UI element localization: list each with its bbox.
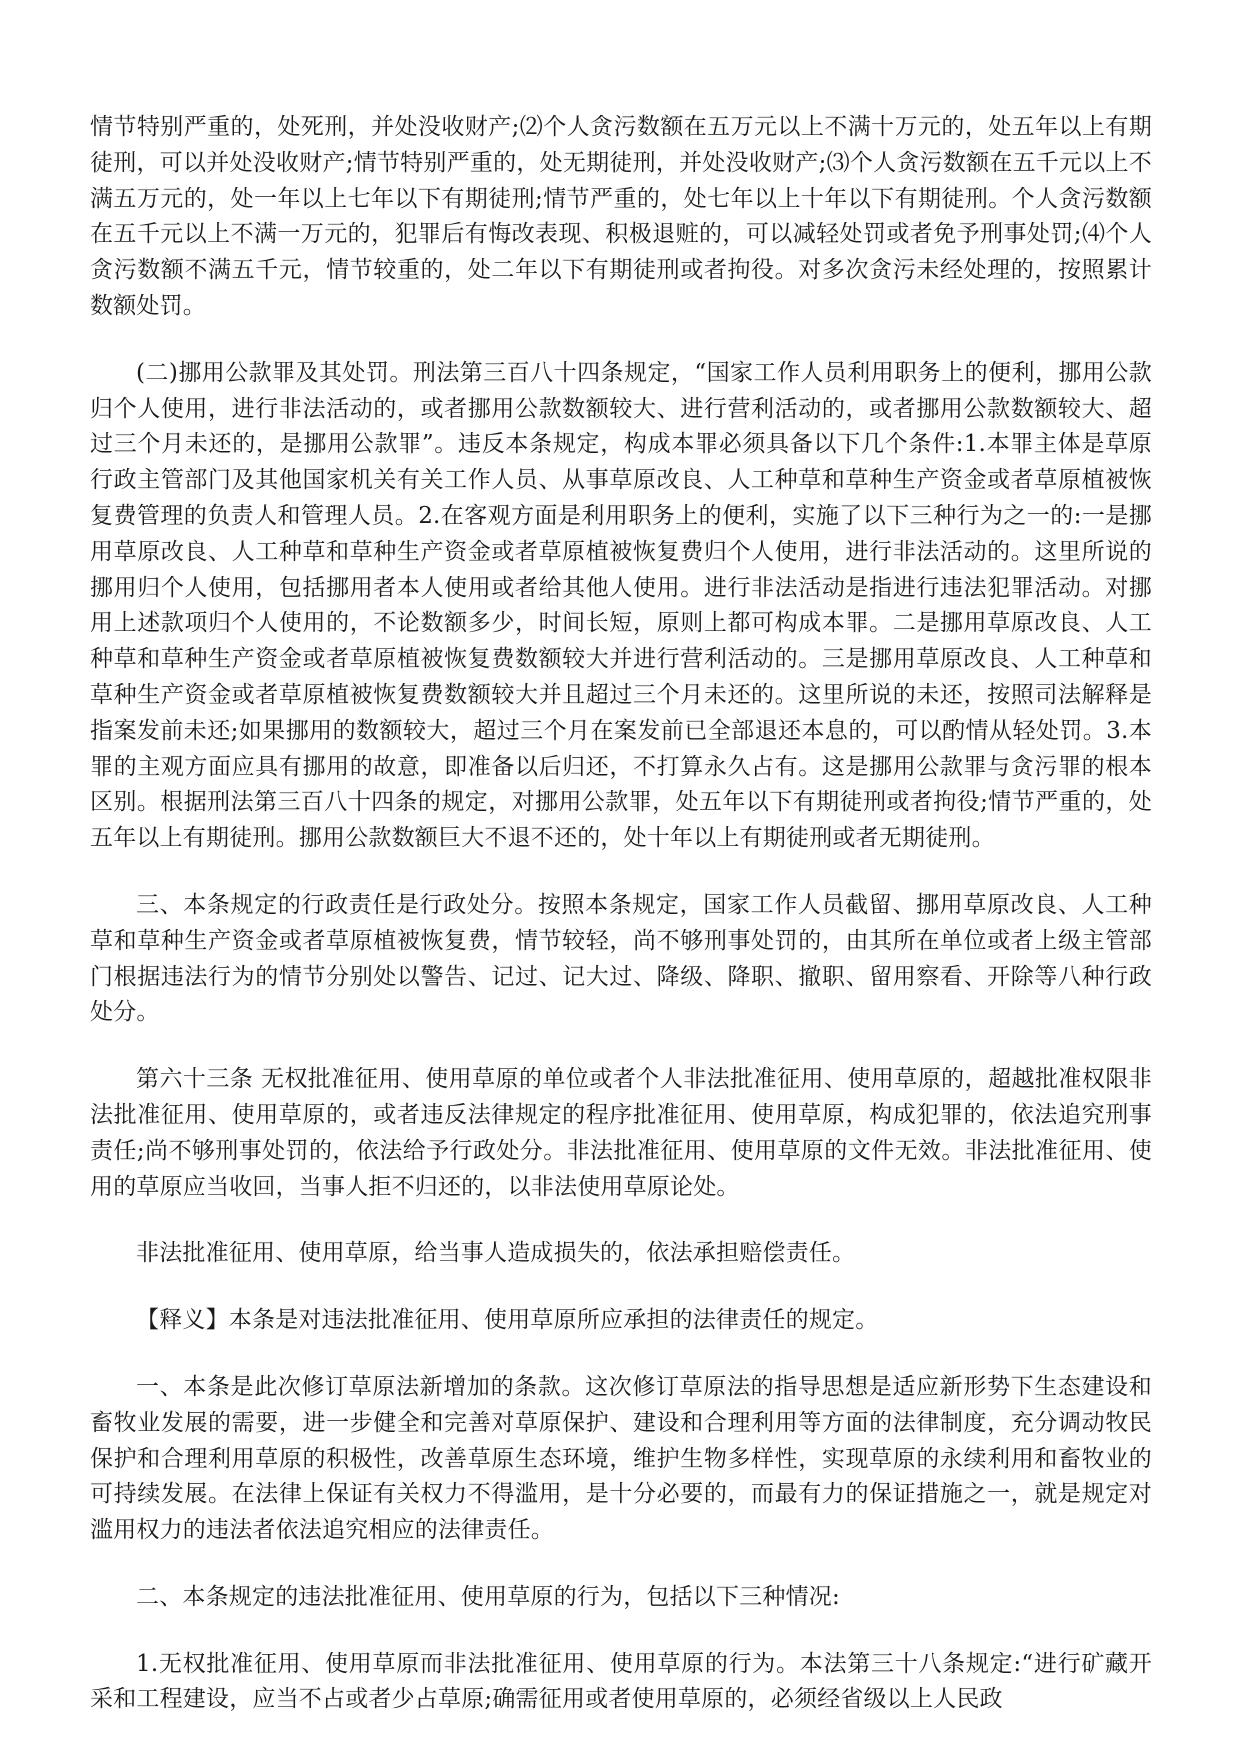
document-page [90, 110, 1152, 1749]
paragraph-3: 三、本条规定的行政责任是行政处分。按照本条规定，国家工作人员截留、挪用草原改良、人工种草和草种生产资金或者草原植被恢复费，情节较轻，尚不够刑事处罚的，由其所在单位或者上级主管部门根据违法行为的情节分别处以警告、记过、记大过、降级、降职、撤职、留用察看、开除等八种行政处分。 [90, 891, 1152, 1026]
paragraph-9: 1.无权批准征用、使用草原而非法批准征用、使用草原的行为。本法第三十八条规定:“进行矿藏开采和工程建设，应当不占或者少占草原;确需征用或者使用草原的，必须经省级以上人民政 [90, 1650, 1152, 1713]
paragraph-7: 一、本条是此次修订草原法新增加的条款。这次修订草原法的指导思想是适应新形势下生态建设和畜牧业发展的需要，进一步健全和完善对草原保护、建设和合理利用等方面的法律制度，充分调动牧民保护和合理利用草原的积极性，改善草原生态环境，维护生物多样性，实现草原的永续利用和畜牧业的可持续发展。在法律上保证有关权力不得滥用，是十分必要的，而最有力的保证措施之一，就是规定对滥用权力的违法者依法追究相应的法律责任。 [90, 1373, 1152, 1544]
paragraph-1: 情节特别严重的，处死刑，并处没收财产;⑵个人贪污数额在五万元以上不满十万元的，处五年以上有期徒刑，可以并处没收财产;情节特别严重的，处无期徒刑，并处没收财产;⑶个人贪污数额在五千元以上不满五万元的，处一年以上七年以下有期徒刑;情节严重的，处七年以上十年以下有期徒刑。个人贪污数额在五千元以上不满一万元的，犯罪后有悔改表现、积极退赃的，可以减轻处罚或者免予刑事处罚;⑷个人贪污数额不满五千元，情节较重的，处二年以下有期徒刑或者拘役。对多次贪污未经处理的，按照累计数额处罚。 [90, 114, 1152, 319]
paragraph-6: 【释义】本条是对违法批准征用、使用草原所应承担的法律责任的规定。 [136, 1307, 879, 1334]
paragraph-4: 第六十三条 无权批准征用、使用草原的单位或者个人非法批准征用、使用草原的，超越批准权限非法批准征用、使用草原的，或者违反法律规定的程序批准征用、使用草原，构成犯罪的，依法追究刑事责任;尚不够刑事处罚的，依法给予行政处分。非法批准征用、使用草原的文件无效。非法批准征用、使用的草原应当收回，当事人拒不归还的，以非法使用草原论处。 [90, 1066, 1152, 1200]
paragraph-8: 二、本条规定的违法批准征用、使用草原的行为，包括以下三种情况: [136, 1583, 840, 1610]
paragraph-2: (二)挪用公款罪及其处罚。刑法第三百八十四条规定，“国家工作人员利用职务上的便利，挪用公款归个人使用，进行非法活动的，或者挪用公款数额较大、进行营利活动的，或者挪用公款数额较大、超过三个月未还的，是挪用公款罪”。违反本条规定，构成本罪必须具备以下几个条件:1.本罪主体是草原行政主管部门及其他国家机关有关工作人员、从事草原改良、人工种草和草种生产资金或者草原植被恢复费管理的负责人和管理人员。2.在客观方面是利用职务上的便利，实施了以下三种行为之一的:一是挪用草原改良、人工种草和草种生产资金或者草原植被恢复费归个人使用，进行非法活动的。这里所说的挪用归个人使用，包括挪用者本人使用或者给其他人使用。进行非法活动是指进行违法犯罪活动。对挪用上述款项归个人使用的，不论数额多少，时间长短，原则上都可构成本罪。二是挪用草原改良、人工种草和草种生产资金或者草原植被恢复费数额较大并进行营利活动的。三是挪用草原改良、人工种草和草种生产资金或者草原植被恢复费数额较大并且超过三个月未还的。这里所说的未还，按照司法解释是指案发前未还;如果挪用的数额较大，超过三个月在案发前已全部退还本息的，可以酌情从轻处罚。3.本罪的主观方面应具有挪用的故意，即准备以后归还，不打算永久占有。这是挪用公款罪与贪污罪的根本区别。根据刑法第三百八十四条的规定，对挪用公款罪，处五年以下有期徒刑或者拘役;情节严重的，处五年以上有期徒刑。挪用公款数额巨大不退不还的，处十年以上有期徒刑或者无期徒刑。 [90, 359, 1152, 852]
paragraph-5: 非法批准征用、使用草原，给当事人造成损失的，依法承担赔偿责任。 [136, 1240, 856, 1267]
